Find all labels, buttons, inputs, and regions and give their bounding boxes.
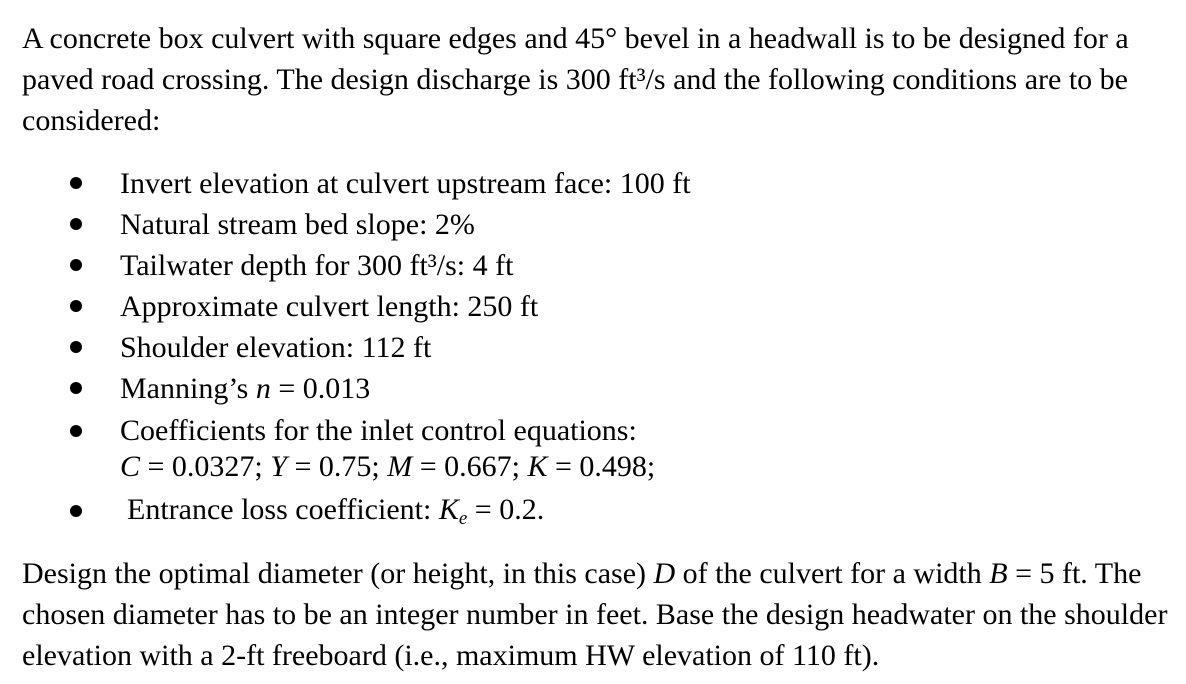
list-item [22, 286, 1172, 327]
list-item [22, 204, 1172, 245]
d-variable: D [653, 557, 676, 590]
problem-statement [22, 18, 1172, 676]
m-variable: M [387, 450, 413, 483]
k-value: = 0.498; [547, 450, 656, 483]
tailwater-depth-text: Tailwater depth for 300 ft³/s: 4 ft [120, 249, 514, 282]
mannings-n-variable: n [255, 372, 271, 405]
y-variable: Y [270, 450, 287, 483]
bullet-icon [70, 259, 82, 271]
list-item [22, 413, 1172, 485]
c-value: = 0.0327; [140, 450, 271, 483]
ke-variable: K [438, 493, 459, 526]
bullet-icon [70, 505, 82, 517]
intro-paragraph: A concrete box culvert with square edges and 45° bevel in a headwall is to be designed for a paved road crossing. The design discharge is 300 ft³/s and the following conditions are to be considered: [22, 22, 1129, 137]
design-task-text-3: = 5 ft. The chosen diameter has to be an integer number in feet. Base the design headwater on the shoulder elevation with a 2-ft freeboard (i.e., maximum HW elevation of 110 ft). [22, 557, 1168, 672]
bullet-icon [70, 425, 82, 437]
b-variable: B [989, 557, 1008, 590]
list-item [22, 489, 1172, 539]
list-item [22, 327, 1172, 368]
m-value: = 0.667; [412, 450, 528, 483]
culvert-length-text: Approximate culvert length: 250 ft [120, 290, 539, 323]
bullet-icon [70, 218, 82, 230]
list-item [22, 163, 1172, 204]
entrance-loss-value: = 0.2. [467, 493, 545, 526]
bullet-icon [70, 177, 82, 189]
stream-bed-slope-text: Natural stream bed slope: 2% [120, 208, 475, 241]
design-task-paragraph [22, 553, 1172, 676]
y-value: = 0.75; [286, 450, 388, 483]
bullet-icon [70, 341, 82, 353]
list-item [22, 368, 1172, 409]
mannings-value: = 0.013 [270, 372, 371, 405]
k-variable: K [527, 450, 548, 483]
conditions-list [22, 163, 1172, 539]
coefficients-heading: Coefficients for the inlet control equations: [120, 414, 637, 447]
invert-elevation-text: Invert elevation at culvert upstream face: 100 ft [120, 167, 691, 200]
ke-subscript: e [458, 508, 468, 529]
shoulder-elevation-text: Shoulder elevation: 112 ft [120, 331, 432, 364]
list-item [22, 245, 1172, 286]
c-variable: C [120, 450, 141, 483]
bullet-icon [70, 382, 82, 394]
mannings-label: Manning’s [120, 372, 256, 405]
entrance-loss-label: Entrance loss coefficient: [127, 493, 439, 526]
design-task-text-1: Design the optimal diameter (or height, in this case) [22, 557, 654, 590]
bullet-icon [70, 300, 82, 312]
design-task-text-2: of the culvert for a width [675, 557, 990, 590]
